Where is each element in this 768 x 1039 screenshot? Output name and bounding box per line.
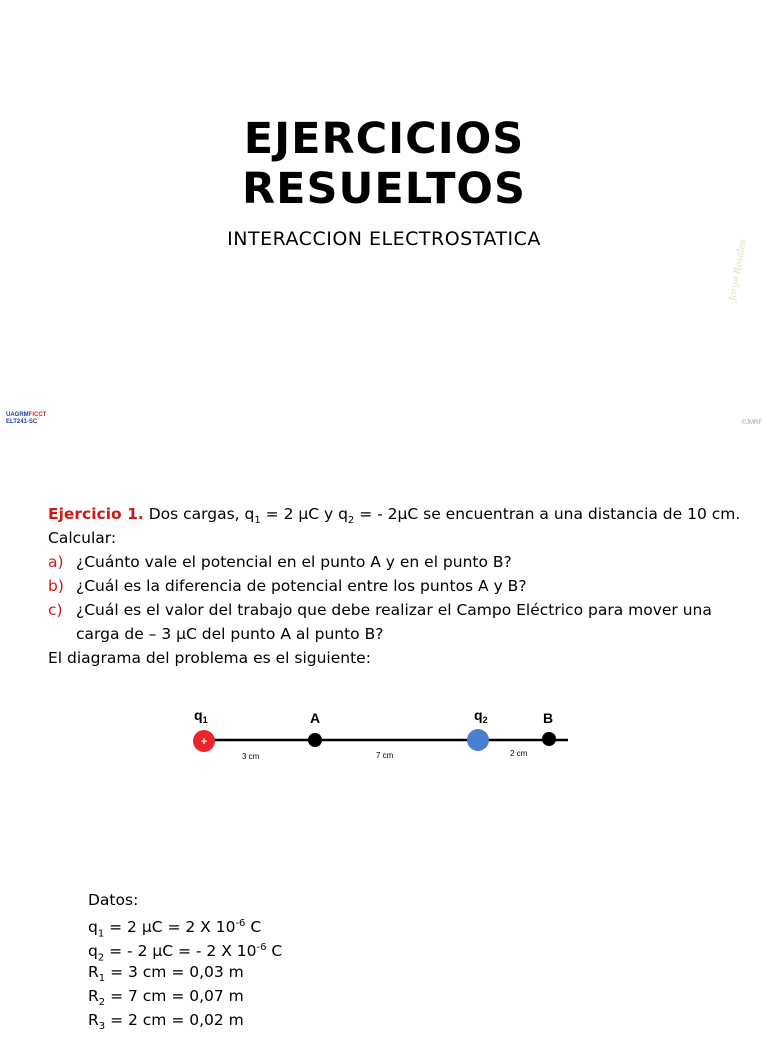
exercise-label: Ejercicio 1. <box>48 505 144 523</box>
distance-label-1: 3 cm <box>242 752 260 761</box>
dato-line: $R_2 = 7$ cm = 0,07 m <box>88 987 244 1009</box>
intro-sub-2: 2 <box>347 515 355 527</box>
title-slide <box>0 0 768 440</box>
question-marker: b) <box>48 577 64 595</box>
distance-label-3: 2 cm <box>510 749 528 758</box>
logo-ficct: FICCT <box>28 412 47 418</box>
question-a <box>48 550 512 574</box>
calc-label: Calcular: <box>48 529 117 547</box>
logo-course: ELT241-SC <box>6 419 38 425</box>
slide-separator <box>0 440 768 448</box>
institution-logo <box>6 412 46 426</box>
question-marker: a) <box>48 553 64 571</box>
question-marker: c) <box>48 601 63 619</box>
question-c <box>48 598 712 622</box>
question-text: ¿Cuál es la diferencia de potencial entre los puntos A y B? <box>76 577 527 595</box>
subtitle: INTERACCION ELECTROSTATICA <box>227 228 541 250</box>
title-line-2: RESUELTOS <box>242 164 526 214</box>
point-a-label: A <box>310 710 321 726</box>
logo-uagrm: UAGRM <box>6 412 29 418</box>
intro-pre: Dos cargas, q <box>143 505 255 523</box>
copyright-notice: ©JMRF <box>741 420 762 426</box>
diagram-intro: El diagrama del problema es el siguiente: <box>48 649 371 667</box>
question-text: ¿Cuál es el valor del trabajo que debe realizar el Campo Eléctrico para mover una <box>76 601 712 619</box>
charge-diagram <box>180 698 580 778</box>
distance-label-2: 7 cm <box>376 751 394 760</box>
signature-watermark: Jorge Rosales <box>728 238 749 302</box>
point-b-label: B <box>543 710 554 726</box>
dato-line: $q_2$ = - 2 μC = - 2 X $10^{-6}$ C <box>88 942 283 964</box>
question-text: ¿Cuánto vale el potencial en el punto A y en el punto B? <box>76 553 512 571</box>
dato-line: $q_1 = 2$ μC = 2 X $10^{-6}$ C <box>88 918 262 940</box>
point-b <box>542 732 556 746</box>
dato-line: $R_3 = 2$ cm = 0,02 m <box>88 1011 244 1033</box>
datos-title: Datos: <box>88 891 139 909</box>
intro-mid: = 2 μC y q <box>260 505 348 523</box>
q2-charge <box>467 729 489 751</box>
exercise-statement <box>48 502 758 533</box>
q1-sign: + <box>200 736 208 748</box>
question-b <box>48 574 527 598</box>
dato-line: $R_1 = 3$ cm = 0,03 m <box>88 963 244 985</box>
intro-sub-1: 1 <box>254 515 261 527</box>
point-a <box>308 733 322 747</box>
question-c-continuation: carga de – 3 μC del punto A al punto B? <box>76 625 384 643</box>
intro-post: = - 2μC se encuentran a una distancia de 10 cm. <box>354 505 741 523</box>
exercise-slide <box>0 448 768 1033</box>
q1-label: $q_1$ <box>194 707 208 725</box>
q2-label: $q_2$ <box>474 707 488 725</box>
title-line-1: EJERCICIOS <box>243 114 525 164</box>
